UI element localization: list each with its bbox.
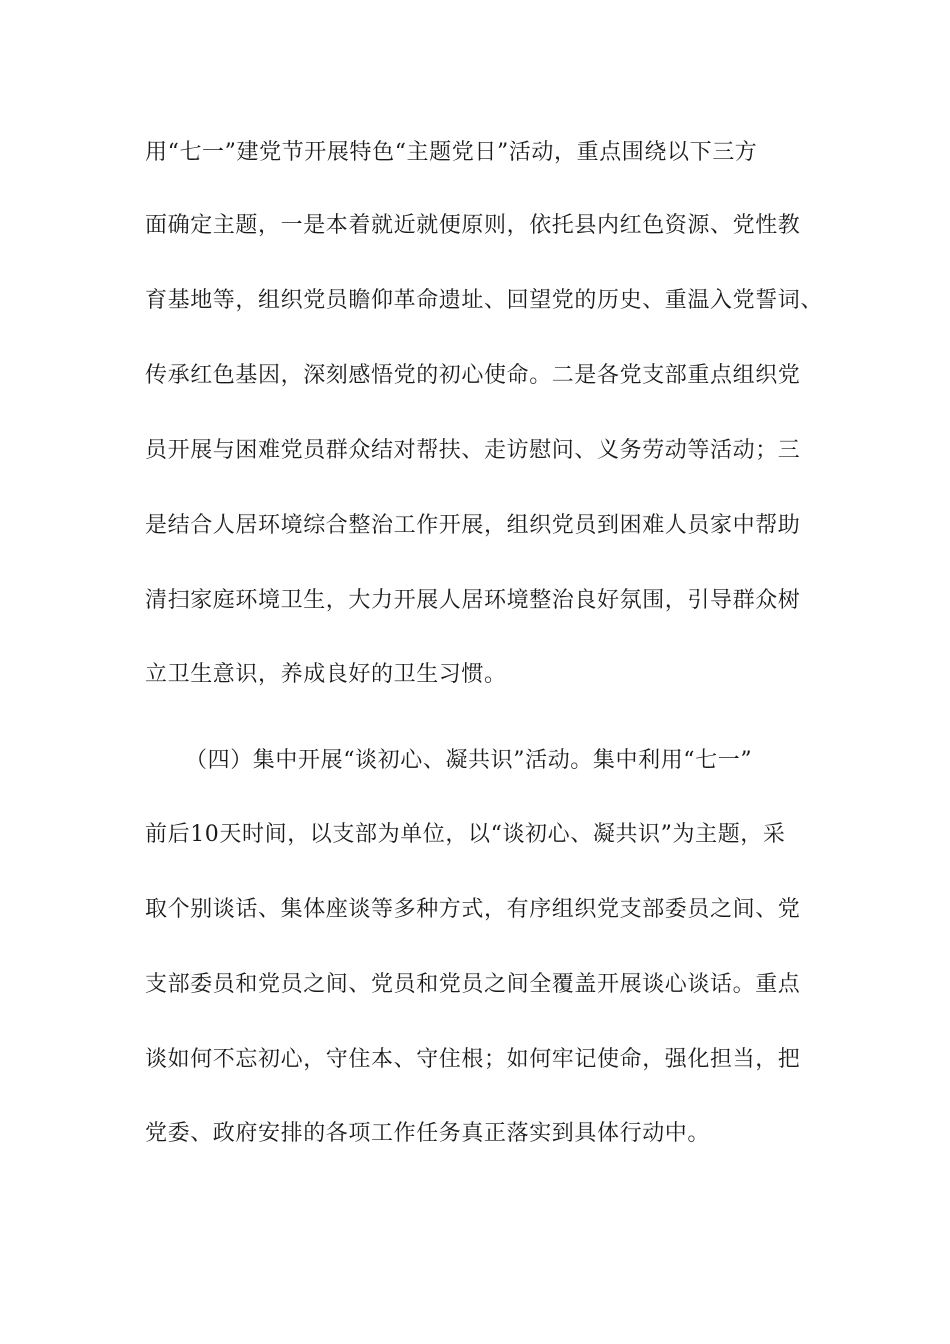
paragraph-line: 清扫家庭环境卫生，大力开展人居环境整治良好氛围，引导群众树	[145, 588, 801, 613]
paragraph-line: 员开展与困难党员群众结对帮扶、走访慰问、义务劳动等活动；三	[145, 438, 801, 463]
paragraph-line: 前后10天时间，以支部为单位，以“谈初心、凝共识”为主题，采	[145, 822, 786, 847]
paragraph-line: 传承红色基因，深刻感悟党的初心使命。二是各党支部重点组织党	[145, 363, 801, 388]
paragraph-line: 谈如何不忘初心，守住本、守住根；如何牢记使命，强化担当，把	[145, 1047, 801, 1072]
paragraph-line: 是结合人居环境综合整治工作开展，组织党员到困难人员家中帮助	[145, 513, 801, 538]
paragraph-line: 面确定主题，一是本着就近就便原则，依托县内红色资源、党性教	[145, 213, 801, 238]
paragraph-line: 党委、政府安排的各项工作任务真正落实到具体行动中。	[145, 1121, 711, 1146]
paragraph-line: （四）集中开展“谈初心、凝共识”活动。集中利用“七一”	[185, 748, 753, 773]
paragraph-line: 支部委员和党员之间、党员和党员之间全覆盖开展谈心谈话。重点	[145, 972, 801, 997]
paragraph-line: 用“七一”建党节开展特色“主题党日”活动，重点围绕以下三方	[145, 140, 758, 165]
paragraph-line: 立卫生意识，养成良好的卫生习惯。	[145, 662, 507, 687]
paragraph-line: 取个别谈话、集体座谈等多种方式，有序组织党支部委员之间、党	[145, 897, 801, 922]
paragraph-line: 育基地等，组织党员瞻仰革命遗址、回望党的历史、重温入党誓词、	[145, 288, 824, 313]
